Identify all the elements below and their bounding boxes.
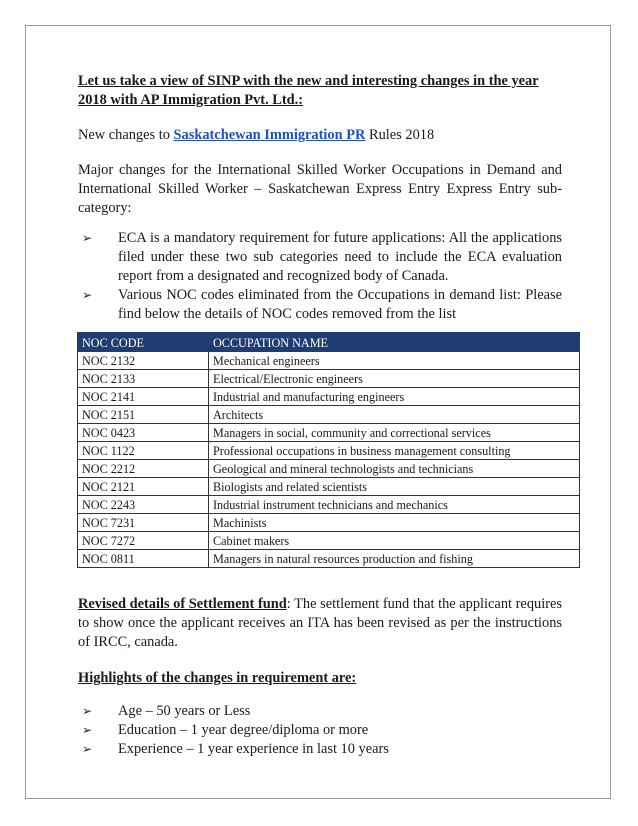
- table-row: [78, 370, 580, 388]
- requirements-bullet-list: [78, 702, 562, 759]
- table-row: [78, 514, 580, 532]
- bullet-text: ECA is a mandatory requirement for future applications: All the applications filed under these two sub categories need to include the ECA evaluation report from a designated and recognized body of Canada.: [118, 230, 562, 284]
- arrow-bullet-icon: ➢: [82, 723, 93, 737]
- bullet-text: Age – 50 years or Less: [118, 703, 251, 719]
- list-item: [78, 702, 562, 721]
- noc-codes-table: [77, 332, 580, 568]
- occupation-cell: Electrical/Electronic engineers: [209, 370, 580, 388]
- bullet-text: Experience – 1 year experience in last 10 years: [118, 741, 389, 757]
- table-row: [78, 352, 580, 370]
- main-heading: Let us take a view of SINP with the new and interesting changes in the year 2018 with AP Immigration Pvt. Ltd.:: [78, 73, 539, 108]
- document-content: [78, 72, 562, 759]
- arrow-bullet-icon: ➢: [82, 704, 93, 718]
- table-row: [78, 388, 580, 406]
- table-row: [78, 424, 580, 442]
- occupation-cell: Biologists and related scientists: [209, 478, 580, 496]
- noc-code-cell: NOC 2132: [78, 352, 209, 370]
- settlement-fund-label: Revised details of Settlement fund: [78, 596, 287, 612]
- table-row: [78, 496, 580, 514]
- noc-code-cell: NOC 1122: [78, 442, 209, 460]
- noc-code-cell: NOC 0811: [78, 550, 209, 568]
- noc-code-cell: NOC 2141: [78, 388, 209, 406]
- noc-code-header: NOC CODE: [78, 333, 209, 352]
- occupation-cell: Architects: [209, 406, 580, 424]
- noc-code-cell: NOC 2243: [78, 496, 209, 514]
- occupation-cell: Cabinet makers: [209, 532, 580, 550]
- bullet-text: Various NOC codes eliminated from the Occupations in demand list: Please find below the details of NOC codes removed from the list: [118, 287, 562, 322]
- table-row: [78, 550, 580, 568]
- list-item: [78, 721, 562, 740]
- settlement-fund-text: : The settlement fund that the applicant requires to show once the applicant receives an ITA has been revised as per the instructions of IRCC, canada.: [78, 596, 562, 650]
- new-changes-prefix: New changes to: [78, 127, 174, 143]
- occupation-cell: Mechanical engineers: [209, 352, 580, 370]
- arrow-bullet-icon: ➢: [82, 231, 93, 245]
- occupation-name-header: OCCUPATION NAME: [209, 333, 580, 352]
- list-item: [78, 740, 562, 759]
- eca-noc-bullet-list: [78, 229, 562, 324]
- table-row: [78, 442, 580, 460]
- list-item: [78, 286, 562, 324]
- arrow-bullet-icon: ➢: [82, 742, 93, 756]
- table-row: [78, 460, 580, 478]
- noc-code-cell: NOC 2121: [78, 478, 209, 496]
- bullet-text: Education – 1 year degree/diploma or more: [118, 722, 369, 738]
- new-changes-suffix: Rules 2018: [365, 127, 435, 143]
- saskatchewan-immigration-link[interactable]: Saskatchewan Immigration PR: [173, 127, 366, 143]
- occupation-cell: Industrial and manufacturing engineers: [209, 388, 580, 406]
- arrow-bullet-icon: ➢: [82, 288, 93, 302]
- new-changes-line: [78, 126, 562, 145]
- noc-code-cell: NOC 7231: [78, 514, 209, 532]
- occupation-cell: Geological and mineral technologists and technicians: [209, 460, 580, 478]
- highlights-heading: Highlights of the changes in requirement are:: [78, 670, 357, 686]
- table-header-row: [78, 333, 580, 352]
- noc-code-cell: NOC 7272: [78, 532, 209, 550]
- occupation-cell: Managers in social, community and correctional services: [209, 424, 580, 442]
- occupation-cell: Managers in natural resources production and fishing: [209, 550, 580, 568]
- noc-code-cell: NOC 2151: [78, 406, 209, 424]
- noc-code-cell: NOC 0423: [78, 424, 209, 442]
- list-item: [78, 229, 562, 286]
- occupation-cell: Machinists: [209, 514, 580, 532]
- noc-code-cell: NOC 2133: [78, 370, 209, 388]
- table-row: [78, 478, 580, 496]
- major-changes-paragraph: Major changes for the International Skilled Worker Occupations in Demand and International Skilled Worker – Saskatchewan Express Entry Express Entry sub-category:: [78, 162, 562, 216]
- settlement-fund-paragraph: [78, 595, 562, 652]
- noc-code-cell: NOC 2212: [78, 460, 209, 478]
- occupation-cell: Industrial instrument technicians and mechanics: [209, 496, 580, 514]
- occupation-cell: Professional occupations in business management consulting: [209, 442, 580, 460]
- table-row: [78, 406, 580, 424]
- table-row: [78, 532, 580, 550]
